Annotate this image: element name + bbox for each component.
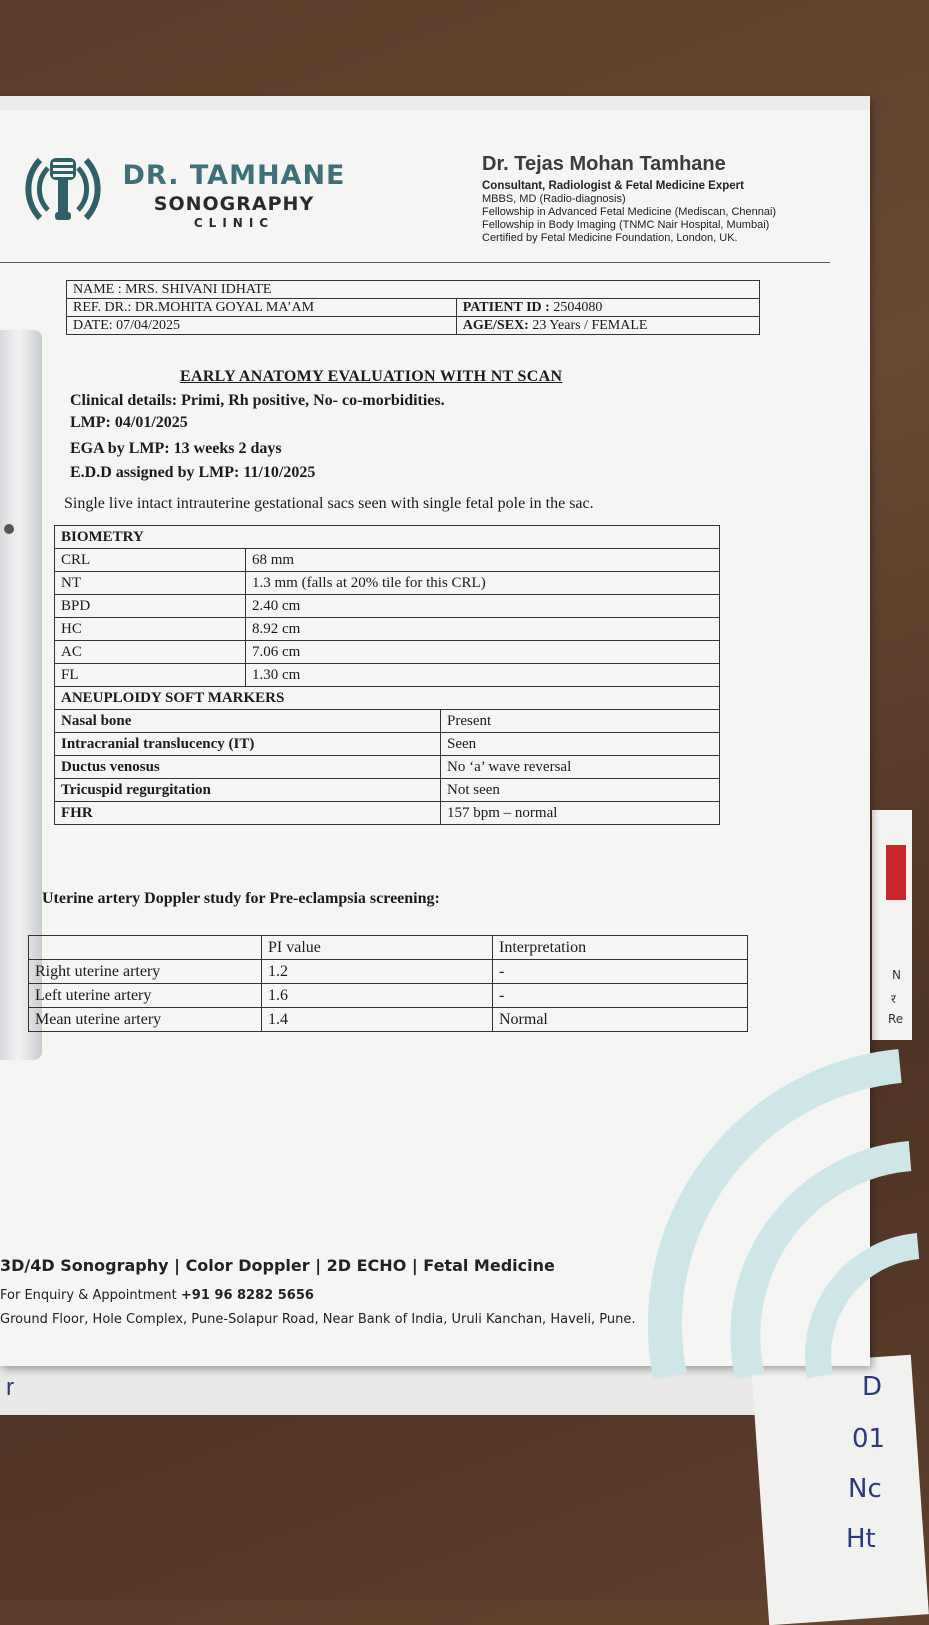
patient-info-table bbox=[66, 280, 760, 335]
doctor-qualification: Fellowship in Body Imaging (TNMC Nair Hospital, Mumbai) bbox=[482, 219, 770, 231]
doppler-pi: 1.2 bbox=[262, 960, 493, 984]
age-sex-cell bbox=[456, 317, 759, 335]
biometry-table bbox=[54, 525, 720, 825]
age-sex-label: AGE/SEX: bbox=[462, 318, 529, 333]
table-row bbox=[29, 984, 748, 1008]
doppler-artery: Left uterine artery bbox=[29, 984, 262, 1008]
lmp: LMP: 04/01/2025 bbox=[70, 414, 188, 431]
handwritten-mark: r bbox=[6, 1374, 14, 1401]
doppler-column-header: PI value bbox=[262, 936, 493, 960]
doppler-column-header: Interpretation bbox=[493, 936, 748, 960]
service-separator: | bbox=[315, 1256, 322, 1275]
marker-value: Not seen bbox=[441, 779, 720, 802]
marker-label: Ductus venosus bbox=[55, 756, 441, 779]
doppler-table bbox=[28, 935, 748, 1032]
table-row bbox=[55, 756, 720, 779]
report-date: DATE: 07/04/2025 bbox=[67, 317, 457, 335]
side-glyph-2: र bbox=[891, 992, 896, 1006]
doppler-pi: 1.4 bbox=[262, 1008, 493, 1032]
biometry-value: 68 mm bbox=[246, 549, 720, 572]
table-row bbox=[67, 299, 760, 317]
table-row bbox=[55, 779, 720, 802]
table-row bbox=[29, 960, 748, 984]
doppler-interpretation: - bbox=[493, 984, 748, 1008]
note-line-4: Ht bbox=[846, 1524, 876, 1554]
age-sex: 23 Years / FEMALE bbox=[532, 318, 648, 333]
marker-value: No ‘a’ wave reversal bbox=[441, 756, 720, 779]
enquiry-label: For Enquiry & Appointment bbox=[0, 1288, 177, 1303]
table-row bbox=[55, 641, 720, 664]
doctor-qualification: Fellowship in Advanced Fetal Medicine (Mediscan, Chennai) bbox=[482, 206, 777, 218]
biometry-label: CRL bbox=[55, 549, 246, 572]
table-row bbox=[67, 281, 760, 299]
enquiry-line bbox=[0, 1288, 314, 1303]
clinic-logo-icon bbox=[22, 152, 104, 226]
table-row bbox=[55, 710, 720, 733]
doppler-interpretation: Normal bbox=[493, 1008, 748, 1032]
biometry-label: BPD bbox=[55, 595, 246, 618]
table-row bbox=[55, 618, 720, 641]
patient-id-label: PATIENT ID : bbox=[462, 300, 550, 315]
doppler-column-header bbox=[29, 936, 262, 960]
marker-label: FHR bbox=[55, 802, 441, 825]
clinic-name bbox=[120, 160, 348, 230]
biometry-label: NT bbox=[55, 572, 246, 595]
table-row bbox=[55, 526, 720, 549]
table-row bbox=[67, 317, 760, 335]
doppler-artery: Mean uterine artery bbox=[29, 1008, 262, 1032]
clinic-address: Ground Floor, Hole Complex, Pune-Solapur Road, Near Bank of India, Uruli Kanchan, Haveli, Pune. bbox=[0, 1312, 636, 1327]
clinic-name-line1: DR. TAMHANE bbox=[122, 160, 346, 191]
doctor-qualification: MBBS, MD (Radio-diagnosis) bbox=[482, 193, 626, 205]
doctor-name: Dr. Tejas Mohan Tamhane bbox=[482, 153, 726, 175]
doppler-interpretation: - bbox=[493, 960, 748, 984]
doppler-pi: 1.6 bbox=[262, 984, 493, 1008]
patient-name: NAME : MRS. SHIVANI IDHATE bbox=[67, 281, 760, 299]
biometry-value: 2.40 cm bbox=[246, 595, 720, 618]
doctor-details bbox=[482, 153, 776, 245]
doctor-qualification: Consultant, Radiologist & Fetal Medicine Expert bbox=[482, 180, 744, 192]
biometry-value: 1.3 mm (falls at 20% tile for this CRL) bbox=[246, 572, 720, 595]
table-row bbox=[55, 733, 720, 756]
service-item: Fetal Medicine bbox=[423, 1256, 555, 1275]
patient-id: 2504080 bbox=[553, 300, 603, 315]
marker-label: Nasal bone bbox=[55, 710, 441, 733]
decorative-arcs bbox=[660, 1046, 920, 1376]
service-item: Color Doppler bbox=[185, 1256, 310, 1275]
doppler-artery: Right uterine artery bbox=[29, 960, 262, 984]
table-row bbox=[55, 549, 720, 572]
header-divider bbox=[0, 262, 830, 263]
doctor-qualification: Certified by Fetal Medicine Foundation, London, UK. bbox=[482, 232, 738, 244]
note-line-2: 01 bbox=[852, 1424, 886, 1454]
handwritten-note bbox=[751, 1355, 929, 1625]
side-glyph-3: Re bbox=[888, 1012, 904, 1026]
service-item: 2D ECHO bbox=[326, 1256, 407, 1275]
biometry-label: HC bbox=[55, 618, 246, 641]
table-row bbox=[55, 664, 720, 687]
edd: E.D.D assigned by LMP: 11/10/2025 bbox=[70, 464, 316, 481]
service-separator: | bbox=[411, 1256, 418, 1275]
marker-value: 157 bpm – normal bbox=[441, 802, 720, 825]
marker-value: Seen bbox=[441, 733, 720, 756]
clinic-name-line3: CLINIC bbox=[193, 216, 275, 230]
scan-summary: Single live intact intrauterine gestational sacs seen with single fetal pole in the sac. bbox=[64, 495, 594, 512]
side-leaflet-red-block bbox=[886, 845, 906, 900]
table-row bbox=[29, 1008, 748, 1032]
markers-heading: ANEUPLOIDY SOFT MARKERS bbox=[55, 687, 720, 710]
referring-doctor: REF. DR.: DR.MOHITA GOYAL MA’AM bbox=[67, 299, 457, 317]
side-glyph-1: N bbox=[892, 968, 901, 982]
table-row bbox=[55, 802, 720, 825]
marker-value: Present bbox=[441, 710, 720, 733]
table-row bbox=[55, 572, 720, 595]
clinic-name-line2: SONOGRAPHY bbox=[153, 193, 315, 215]
biometry-value: 8.92 cm bbox=[246, 618, 720, 641]
pen-clip-dot bbox=[4, 524, 14, 534]
marker-label: Intracranial translucency (IT) bbox=[55, 733, 441, 756]
doppler-heading: Uterine artery Doppler study for Pre-eclampsia screening: bbox=[42, 890, 440, 907]
services-line bbox=[0, 1256, 555, 1275]
ega: EGA by LMP: 13 weeks 2 days bbox=[70, 440, 282, 457]
biometry-label: FL bbox=[55, 664, 246, 687]
table-row bbox=[55, 687, 720, 710]
report-title: EARLY ANATOMY EVALUATION WITH NT SCAN bbox=[180, 368, 563, 385]
biometry-value: 1.30 cm bbox=[246, 664, 720, 687]
patient-id-cell bbox=[456, 299, 759, 317]
service-separator: | bbox=[174, 1256, 180, 1275]
biometry-label: AC bbox=[55, 641, 246, 664]
sheet-top-edge bbox=[0, 96, 870, 110]
note-line-3: Nc bbox=[848, 1474, 882, 1504]
clinical-details: Clinical details: Primi, Rh positive, No- co-morbidities. bbox=[70, 392, 445, 409]
biometry-value: 7.06 cm bbox=[246, 641, 720, 664]
table-row bbox=[55, 595, 720, 618]
phone-number: +91 96 8282 5656 bbox=[180, 1288, 314, 1303]
service-item: 3D/4D Sonography bbox=[0, 1256, 169, 1275]
biometry-heading: BIOMETRY bbox=[55, 526, 720, 549]
note-line-1: D bbox=[862, 1372, 883, 1402]
marker-label: Tricuspid regurgitation bbox=[55, 779, 441, 802]
table-row bbox=[29, 936, 748, 960]
